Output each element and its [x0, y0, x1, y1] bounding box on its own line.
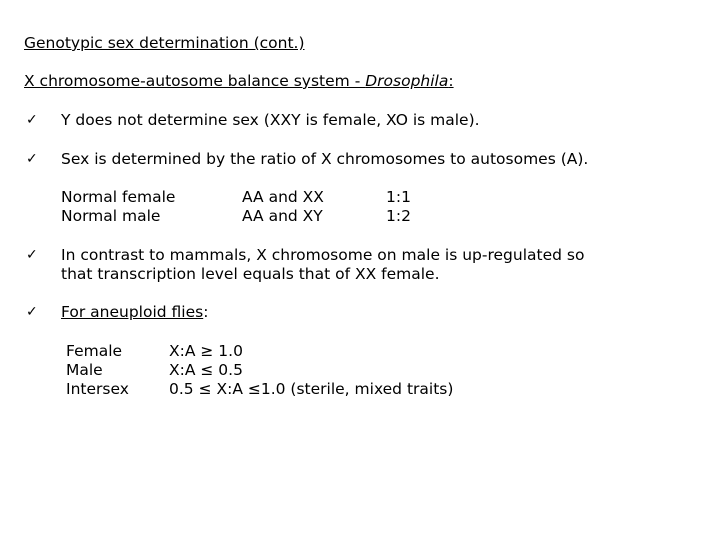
page-title: Genotypic sex determination (cont.) — [24, 34, 305, 52]
check-icon: ✓ — [26, 247, 38, 263]
bullet-3-line2: that transcription level equals that of XX female. — [61, 265, 440, 283]
check-icon: ✓ — [26, 151, 38, 167]
bullet-4-suffix: : — [203, 303, 209, 321]
bullet-4 — [61, 303, 208, 322]
check-icon: ✓ — [26, 112, 38, 128]
sex-cell: Intersex — [66, 380, 129, 398]
sex-cell: Normal female — [61, 188, 176, 206]
bullet-2: Sex is determined by the ratio of X chromosomes to autosomes (A). — [61, 150, 589, 168]
bullet-3-line1: In contrast to mammals, X chromosome on male is up-regulated so — [61, 246, 585, 264]
sex-cell: Male — [66, 361, 103, 379]
rule-cell: X:A ≥ 1.0 — [169, 342, 243, 360]
check-icon: ✓ — [26, 304, 38, 320]
sex-cell: Normal male — [61, 207, 161, 225]
subtitle-suffix: : — [448, 72, 454, 90]
rule-cell: 0.5 ≤ X:A ≤1.0 (sterile, mixed traits) — [169, 380, 454, 398]
sex-cell: Female — [66, 342, 123, 360]
subtitle-italic: Drosophila — [365, 72, 449, 90]
ratio-cell: 1:1 — [386, 188, 411, 206]
aneuploid-flies-link[interactable]: For aneuploid flies — [61, 303, 204, 321]
genotype-cell: AA and XX — [242, 188, 324, 206]
subtitle — [24, 72, 454, 91]
rule-cell: X:A ≤ 0.5 — [169, 361, 243, 379]
subtitle-prefix: X chromosome-autosome balance system - — [24, 72, 366, 90]
genotype-cell: AA and XY — [242, 207, 323, 225]
bullet-1: Y does not determine sex (XXY is female, XO is male). — [61, 111, 480, 129]
ratio-cell: 1:2 — [386, 207, 411, 225]
